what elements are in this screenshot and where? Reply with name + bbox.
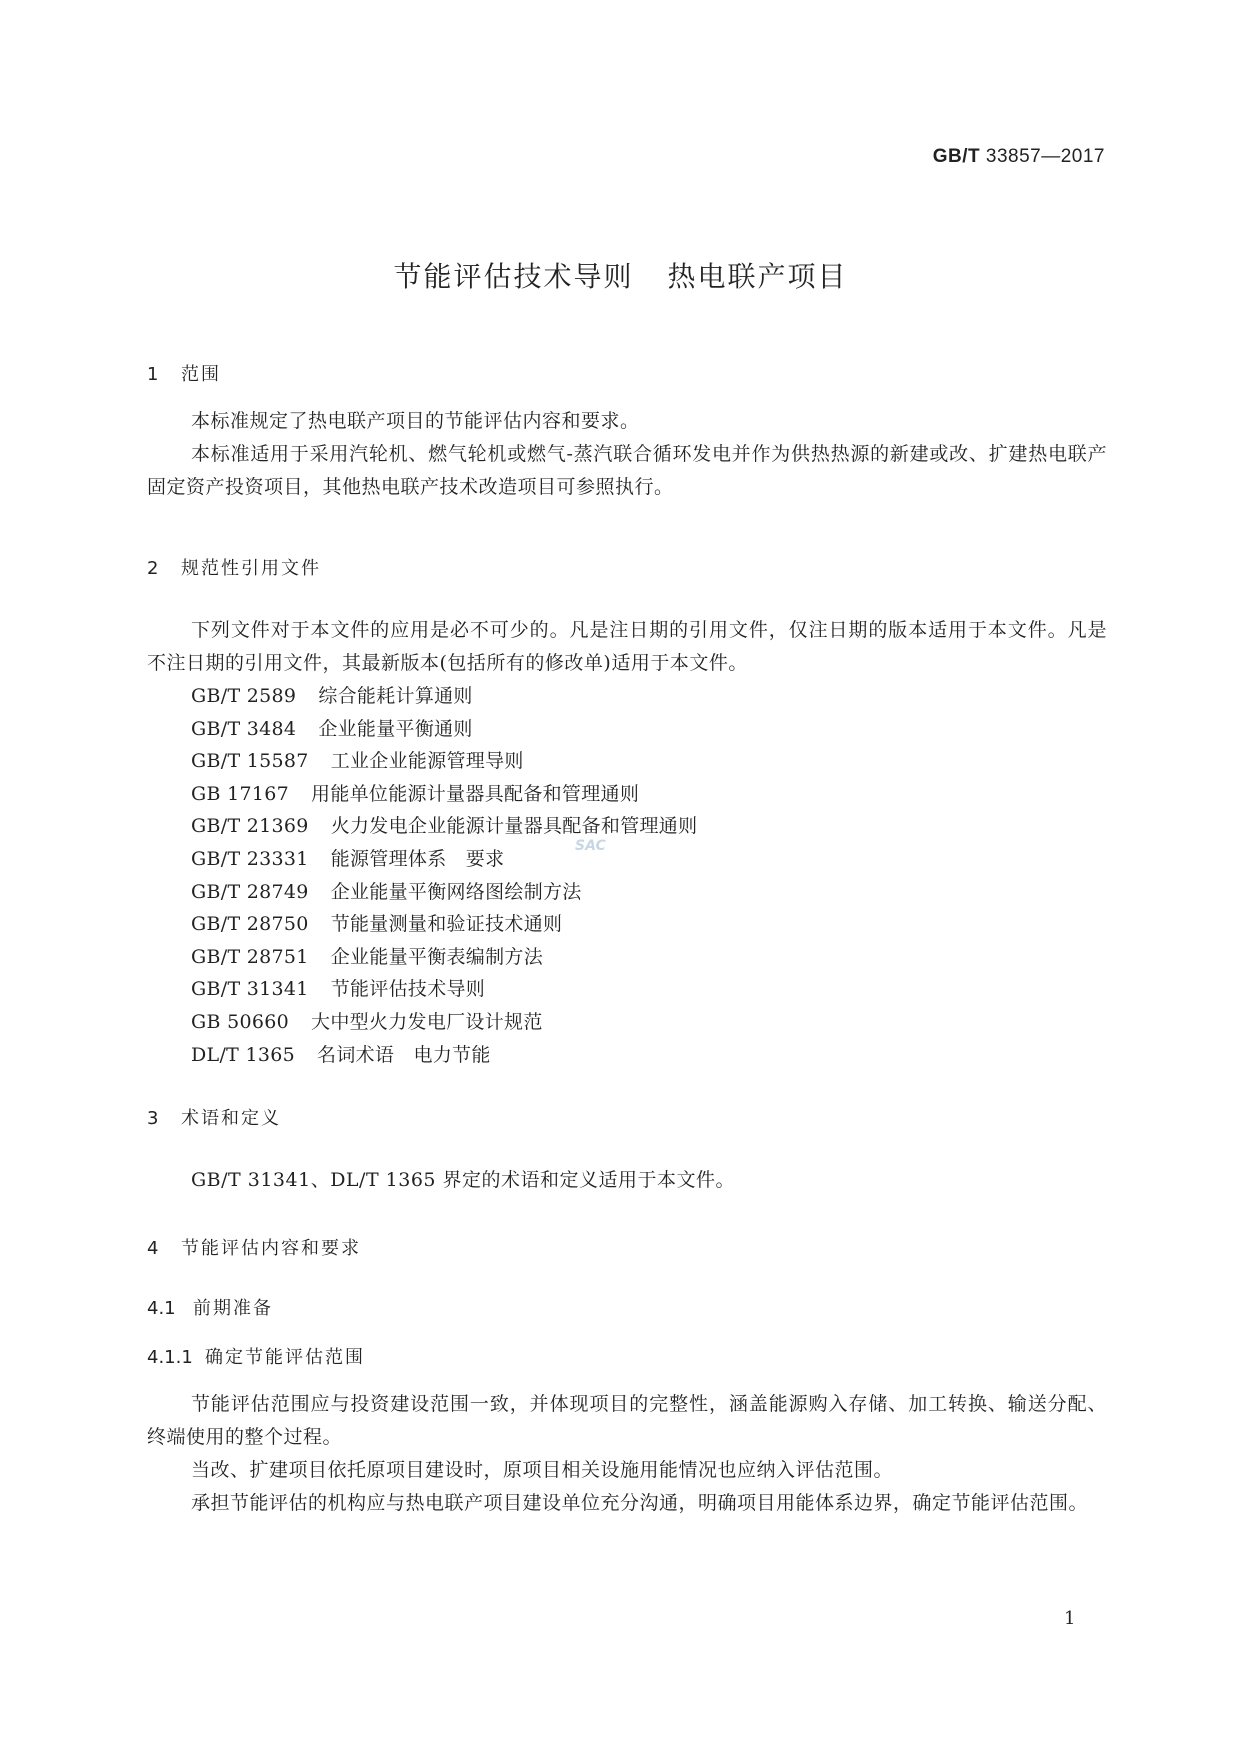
page-number: 1 — [1064, 1608, 1076, 1629]
reference-item — [191, 810, 697, 843]
reference-item — [191, 843, 697, 876]
section-heading-scope — [147, 360, 221, 386]
paragraph: 承担节能评估的机构应与热电联产项目建设单位充分沟通，明确项目用能体系边界，确定节能评估范围。 — [191, 1492, 1089, 1514]
reference-name: 节能评估技术导则 — [330, 978, 486, 1001]
reference-item — [191, 680, 697, 713]
document-title-sub: 热电联产项目 — [667, 260, 848, 293]
section-title: 节能评估内容和要求 — [181, 1238, 361, 1259]
section-title: 术语和定义 — [181, 1108, 281, 1129]
subsubsection-heading-scope — [147, 1343, 365, 1369]
subsection-heading-preparation — [147, 1294, 273, 1320]
paragraph: 节能评估范围应与投资建设范围一致，并体现项目的完整性，涵盖能源购入存储、加工转换、输送分配、终端使用的整个过程。 — [147, 1393, 1107, 1448]
reference-name: 企业能量平衡通则 — [318, 717, 473, 740]
reference-code: GB/T 2589 — [191, 685, 297, 707]
reference-code: GB/T 28750 — [191, 913, 309, 936]
reference-item — [191, 876, 697, 909]
standard-code — [933, 146, 1105, 168]
sac-watermark: SAC — [575, 838, 606, 854]
reference-name: 企业能量平衡表编制方法 — [330, 945, 544, 968]
reference-item — [191, 908, 697, 941]
reference-code: DL/T 1365 — [191, 1043, 296, 1066]
section-number: 1 — [147, 364, 159, 385]
subsubsection-number: 4.1.1 — [147, 1347, 193, 1368]
subsection-number: 4.1 — [147, 1298, 176, 1319]
reference-name: 节能量测量和验证技术通则 — [330, 913, 563, 936]
paragraph: 本标准适用于采用汽轮机、燃气轮机或燃气-蒸汽联合循环发电并作为供热热源的新建或改、扩建热电联产固定资产投资项目，其他热电联产技术改造项目可参照执行。 — [147, 443, 1107, 498]
reference-code: GB/T 21369 — [191, 815, 309, 838]
reference-name: 工业企业能源管理导则 — [330, 750, 524, 773]
reference-code: GB 50660 — [191, 1010, 290, 1033]
section-number: 4 — [147, 1238, 159, 1259]
document-title-main: 节能评估技术导则 — [393, 260, 634, 293]
section-number: 2 — [147, 558, 159, 579]
reference-item — [191, 973, 697, 1006]
paragraph: 当改、扩建项目依托原项目建设时，原项目相关设施用能情况也应纳入评估范围。 — [191, 1459, 894, 1481]
reference-name: 火力发电企业能源计量器具配备和管理通则 — [330, 815, 698, 838]
section-number: 3 — [147, 1108, 159, 1129]
reference-code: GB 17167 — [191, 782, 290, 805]
reference-list — [191, 680, 697, 1071]
reference-code: GB/T 23331 — [191, 847, 309, 870]
reference-item — [191, 941, 697, 974]
reference-name: 用能单位能源计量器具配备和管理通则 — [311, 782, 640, 805]
standard-code-number: 33857—2017 — [985, 146, 1105, 167]
reference-code: GB/T 31341 — [191, 978, 309, 1001]
reference-item — [191, 778, 697, 811]
standard-code-prefix: GB/T — [932, 146, 981, 167]
reference-item — [191, 745, 697, 778]
reference-item — [191, 1006, 697, 1039]
section-heading-terms — [147, 1104, 281, 1130]
paragraph: 下列文件对于本文件的应用是必不可少的。凡是注日期的引用文件，仅注日期的版本适用于本文件。凡是不注日期的引用文件，其最新版本(包括所有的修改单)适用于本文件。 — [147, 619, 1107, 674]
reference-name: 能源管理体系 要求 — [330, 847, 505, 870]
paragraph: 本标准规定了热电联产项目的节能评估内容和要求。 — [191, 410, 640, 432]
document-title — [0, 255, 1241, 295]
reference-code: GB/T 28749 — [191, 880, 309, 903]
subsubsection-title: 确定节能评估范围 — [205, 1347, 365, 1368]
section-title: 范围 — [181, 364, 221, 385]
reference-name: 名词术语 电力节能 — [317, 1043, 491, 1066]
reference-code: GB/T 28751 — [191, 945, 309, 968]
section-heading-normative-references — [147, 554, 321, 580]
reference-item — [191, 713, 697, 746]
subsection-title: 前期准备 — [193, 1298, 273, 1319]
reference-name: 综合能耗计算通则 — [318, 685, 473, 707]
reference-name: 企业能量平衡网络图绘制方法 — [330, 880, 582, 903]
section-title: 规范性引用文件 — [181, 558, 321, 579]
section-heading-evaluation — [147, 1234, 361, 1260]
reference-item — [191, 1039, 697, 1072]
reference-name: 大中型火力发电厂设计规范 — [311, 1010, 543, 1033]
reference-code: GB/T 15587 — [191, 750, 309, 773]
reference-code: GB/T 3484 — [191, 717, 297, 740]
paragraph: GB/T 31341、DL/T 1365 界定的术语和定义适用于本文件。 — [191, 1169, 736, 1191]
